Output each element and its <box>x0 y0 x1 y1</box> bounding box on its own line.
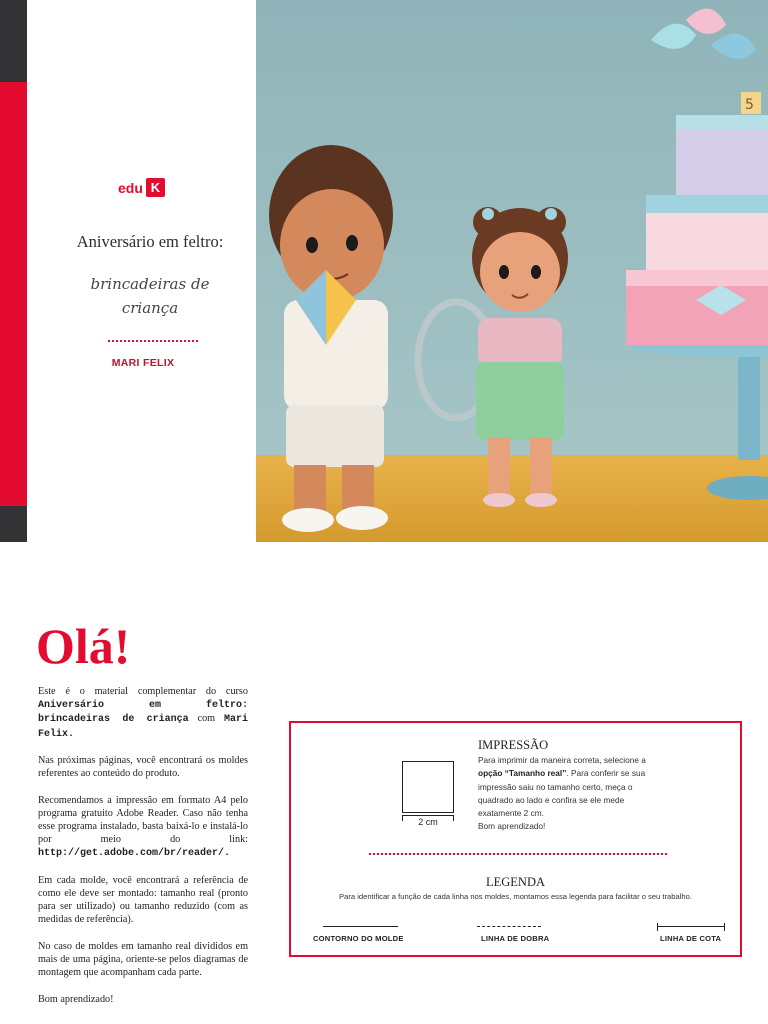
left-stripe-dark-top <box>0 0 27 82</box>
cake-number: 5 <box>745 97 754 113</box>
square-dimension-label: 2 cm <box>418 817 438 827</box>
greeting-heading: Olá! <box>36 618 131 674</box>
impressao-text-b: . Para conferir se sua impressão saiu no tamanho certo, meça o quadrado ao lado e confira se ele mede exatamente 2 cm. <box>478 768 646 819</box>
contorno-line-sample <box>323 926 398 927</box>
intro-author-name: Mari Felix. <box>38 714 248 740</box>
printing-info-box <box>289 721 742 957</box>
impressao-title: IMPRESSÃO <box>478 738 549 752</box>
left-stripe-red <box>0 82 27 506</box>
intro-text <box>38 685 248 1019</box>
legenda-title: LEGENDA <box>485 875 545 889</box>
reference-square <box>402 761 454 813</box>
felt-dolls-photo <box>256 0 768 542</box>
legend-label-contorno: CONTORNO DO MOLDE <box>313 934 404 943</box>
intro-paragraph-3 <box>38 794 248 861</box>
legend-label-cota: LINHA DE COTA <box>660 934 722 943</box>
legend-label-dobra: LINHA DE DOBRA <box>481 934 550 943</box>
course-title: Aniversário em feltro: <box>76 232 224 251</box>
author-name: MARI FELIX <box>111 357 175 369</box>
brand-badge: K <box>146 178 165 197</box>
intro-p1-text: Este é o material complementar do curso <box>38 686 248 697</box>
edu-k-logo <box>118 178 165 197</box>
impressao-text <box>478 754 656 834</box>
intro-paragraph-4: Em cada molde, você encontrará a referência de como ele deve ser montado: tamanho real (pronto para ser utilizado) ou tamanho reduzido (com as medidas de referência). <box>38 874 248 926</box>
dobra-line-sample <box>477 926 541 927</box>
left-stripe-dark-bottom <box>0 506 27 542</box>
cota-line-sample <box>657 926 725 927</box>
intro-paragraph-2: Nas próximas páginas, você encontrará os moldes referentes ao conteúdo do produto. <box>38 755 248 780</box>
intro-paragraph-5: No caso de moldes em tamanho real divididos em mais de uma página, oriente-se pelos diagramas de montagem que acompanham cada parte. <box>38 940 248 979</box>
impressao-option-name: opção “Tamanho real” <box>478 768 567 779</box>
box-dotted-divider <box>369 853 667 855</box>
dotted-divider <box>108 340 198 342</box>
intro-p3-text: Recomendamos a impressão em formato A4 pelo programa gratuito Adobe Reader. Caso não tenha esse programa instalado, basta baixá-lo e instalá-lo por meio do link: <box>38 794 248 846</box>
course-subtitle-line2: criança <box>121 299 179 317</box>
adobe-reader-link[interactable]: http://get.adobe.com/br/reader/. <box>38 848 231 860</box>
brand-text: edu <box>118 179 143 196</box>
intro-paragraph-6: Bom aprendizado! <box>38 993 114 1005</box>
intro-course-name: Aniversário em feltro: brincadeiras de criança <box>38 700 248 726</box>
course-subtitle <box>50 272 250 320</box>
intro-p1-with: com <box>188 713 224 725</box>
impressao-text-c: Bom aprendizado! <box>478 821 546 832</box>
course-subtitle-line1: brincadeiras de <box>90 275 210 293</box>
legenda-description: Para identificar a função de cada linha nos moldes, montamos essa legenda para facilitar o seu trabalho. <box>339 892 692 901</box>
intro-paragraph-1 <box>38 685 248 741</box>
impressao-text-a: Para imprimir da maneira correta, selecione a <box>478 755 646 765</box>
